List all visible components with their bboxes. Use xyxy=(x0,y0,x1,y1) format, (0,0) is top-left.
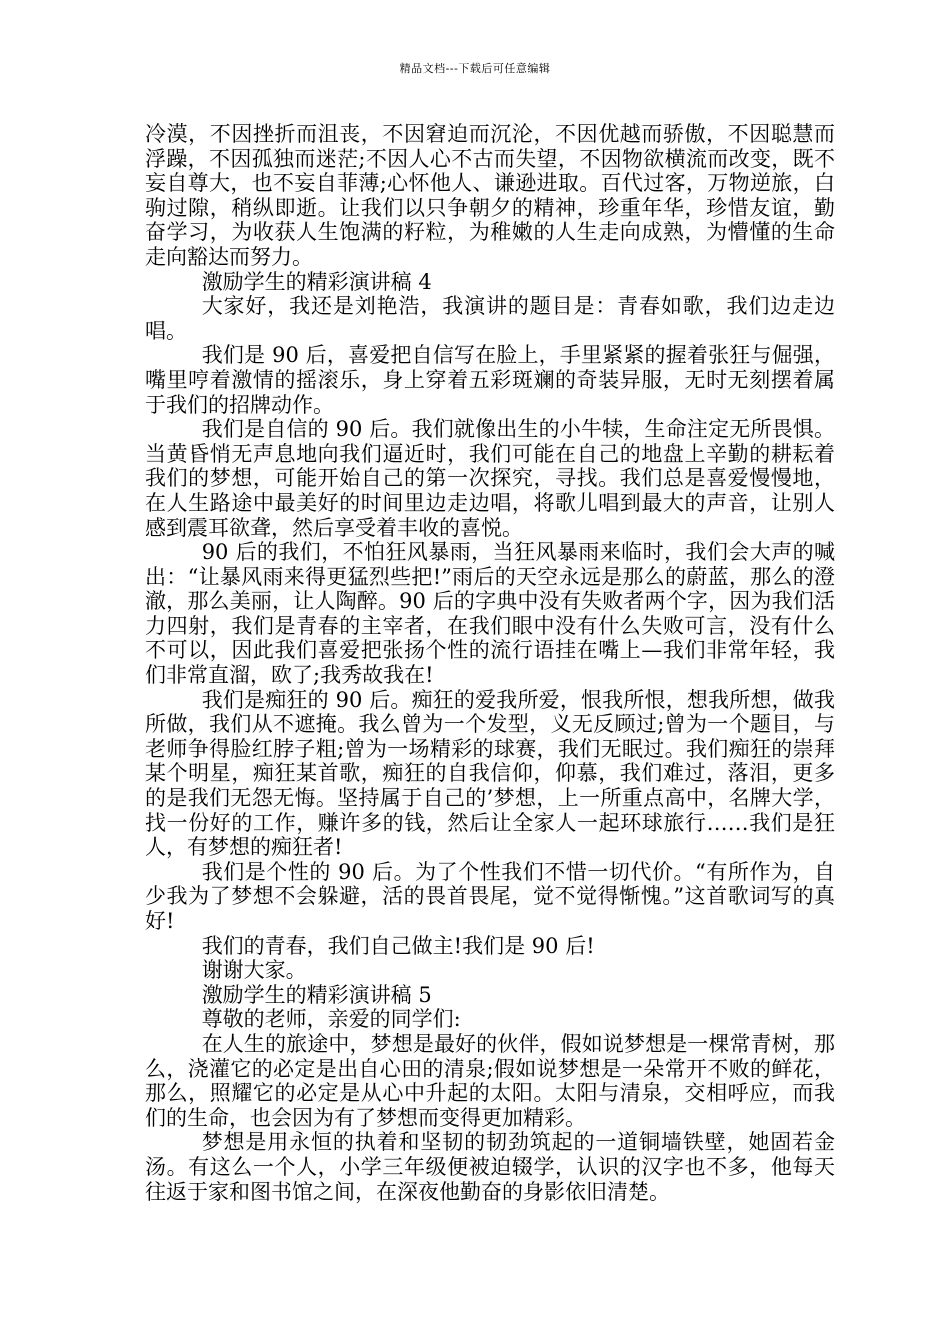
paragraph: 在人生的旅途中，梦想是最好的伙伴，假如说梦想是一棵常青树，那么，浇灌它的必定是出自心田的清泉;假如说梦想是一朵常开不败的鲜花，那么，照耀它的必定是从心中升起的太阳。太阳与清泉，交相呼应，而我们的生命，也会因为有了梦想而变得更加精彩。 xyxy=(145,1031,835,1130)
paragraph-continuation: 冷漠，不因挫折而沮丧，不因窘迫而沉沦，不因优越而骄傲，不因聪慧而浮躁，不因孤独而迷茫;不因人心不古而失望，不因物欲横流而改变，既不妄自尊大，也不妄自菲薄;心怀他人、谦逊进取。百代过客，万物逆旅，白驹过隙，稍纵即逝。让我们以只争朝夕的精神，珍重年华，珍惜友谊，勤奋学习，为收获人生饱满的籽粒，为稚嫩的人生走向成熟，为懵懂的生命走向豁达而努力。 xyxy=(145,122,835,269)
paragraph: 我们是自信的 90 后。我们就像出生的小牛犊，生命注定无所畏惧。当黄昏悄无声息地向我们逼近时，我们可能在自己的地盘上辛勤的耕耘着我们的梦想，可能开始自己的第一次探究，寻找。我们总是喜爱慢慢地，在人生路途中最美好的时间里边走边唱，将歌儿唱到最大的声音，让别人感到震耳欲聋，然后享受着丰收的喜悦。 xyxy=(145,417,835,540)
page-header: 精品文档---下载后可任意编辑 xyxy=(399,62,551,75)
paragraph-salutation: 尊敬的老师，亲爱的同学们: xyxy=(201,1007,461,1032)
paragraph: 90 后的我们，不怕狂风暴雨，当狂风暴雨来临时，我们会大声的喊出：“让暴风雨来得更猛烈些把!”雨后的天空永远是那么的蔚蓝，那么的澄澈，那么美丽，让人陶醉。90 后的字典中没有失败者两个字，因为我们活力四射，我们是青春的主宰者，在我们眼中没有什么失败可言，没有什么不可以，因此我们喜爱把张扬个性的流行语挂在嘴上—我们非常年轻，我们非常直溜，欧了;我秀故我在! xyxy=(145,540,835,688)
paragraph: 我们是 90 后，喜爱把自信写在脸上，手里紧紧的握着张狂与倔强，嘴里哼着激情的摇滚乐，身上穿着五彩斑斓的奇装异服，无时无刻摆着属于我们的招牌动作。 xyxy=(145,343,835,417)
speech-5-title: 激励学生的精彩演讲稿 5 xyxy=(201,982,432,1007)
paragraph-greeting: 大家好，我还是刘艳浩，我演讲的题目是：青春如歌，我们边走边唱。 xyxy=(145,294,835,343)
paragraph: 梦想是用永恒的执着和坚韧的韧劲筑起的一道铜墙铁壁，她固若金汤。有这么一个人，小学三年级便被迫辍学，认识的汉字也不多，他每天往返于家和图书馆之间，在深夜他勤奋的身影依旧清楚。 xyxy=(145,1130,835,1204)
paragraph: 我们是个性的 90 后。为了个性我们不惜一切代价。“有所作为，自少我为了梦想不会躲避，活的畏首畏尾，觉不觉得惭愧。”这首歌词写的真好! xyxy=(145,859,835,933)
document-body xyxy=(145,122,835,1204)
paragraph: 我们是痴狂的 90 后。痴狂的爱我所爱，恨我所恨，想我所想，做我所做，我们从不遮掩。我么曾为一个发型，义无反顾过;曾为一个题目，与老师争得脸红脖子粗;曾为一场精彩的球赛，我们无眠过。我们痴狂的崇拜某个明星，痴狂某首歌，痴狂的自我信仰，仰慕，我们难过，落泪，更多的是我们无怨无悔。坚持属于自己的’梦想，上一所重点高中，名牌大学，找一份好的工作，赚许多的钱，然后让全家人一起环球旅行……我们是狂人，有梦想的痴狂者! xyxy=(145,687,835,860)
paragraph-closing-line: 我们的青春，我们自己做主!我们是 90 后! xyxy=(201,933,595,958)
speech-4-title: 激励学生的精彩演讲稿 4 xyxy=(201,269,432,294)
paragraph-thanks: 谢谢大家。 xyxy=(201,958,307,983)
